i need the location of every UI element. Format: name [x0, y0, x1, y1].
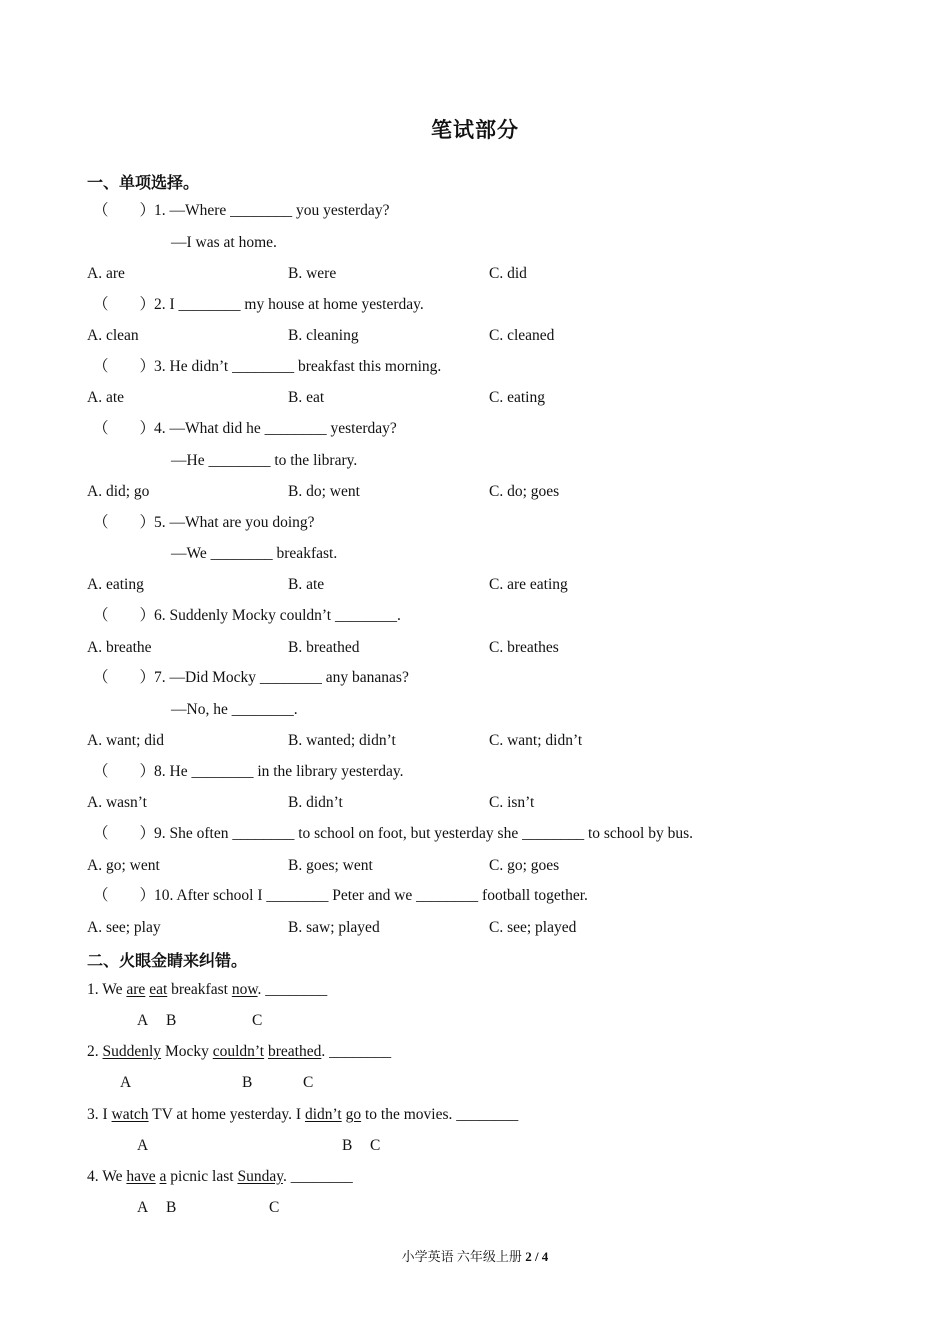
underlined-word-c: breathed [267, 1043, 322, 1060]
sentence-text: We [102, 1168, 127, 1185]
label-c: C [269, 1199, 280, 1216]
option-b: B. eat [288, 389, 325, 406]
option-c: C. breathes [489, 639, 559, 656]
page-footer [0, 1246, 950, 1265]
option-a: A. did; go [87, 483, 150, 500]
question-text: 2. I ________ my house at home yesterday. [154, 296, 424, 313]
question-text: 5. —What are you doing? [154, 514, 315, 531]
sentence-text: Mocky [161, 1043, 213, 1060]
option-a: A. breathe [87, 639, 152, 656]
item-number: 2. [87, 1043, 103, 1060]
section-heading-error-correction: 二、火眼金睛来纠错。 [87, 951, 248, 970]
label-b: B [166, 1199, 177, 1216]
correction-sentence [87, 1105, 518, 1125]
underlined-word-a: are [126, 981, 146, 998]
sentence-text: breakfast [167, 981, 232, 998]
option-b: B. ate [288, 576, 325, 593]
underlined-word-b: a [159, 1168, 167, 1185]
answer-line: —I was at home. [171, 234, 277, 251]
item-number: 1. [87, 981, 103, 998]
page-number: 2 / 4 [525, 1249, 549, 1264]
option-b: B. breathed [288, 639, 360, 656]
label-a: A [137, 1137, 149, 1154]
question-text: 8. He ________ in the library yesterday. [154, 763, 404, 780]
section-heading-single-choice: 一、单项选择。 [87, 173, 200, 192]
underlined-word-b: didn’t [304, 1106, 342, 1123]
option-a: A. wasn’t [87, 794, 147, 811]
option-b: B. didn’t [288, 794, 343, 811]
option-c: C. eating [489, 389, 545, 406]
label-b: B [342, 1137, 353, 1154]
answer-bracket: （ ） [93, 669, 156, 686]
answer-bracket: （ ） [93, 420, 156, 437]
label-a: A [120, 1074, 132, 1091]
footer-course: 小学英语 六年级上册 [401, 1249, 526, 1264]
answer-bracket: （ ） [93, 607, 156, 624]
underlined-word-c: Sunday [237, 1168, 283, 1185]
option-c: C. go; goes [489, 857, 560, 874]
answer-bracket: （ ） [93, 887, 156, 904]
answer-line: —He ________ to the library. [171, 452, 358, 469]
question-text: 9. She often ________ to school on foot, but yesterday she ________ to school by bus. [154, 825, 694, 842]
label-b: B [166, 1012, 177, 1029]
answer-bracket: （ ） [93, 358, 156, 375]
option-b: B. were [288, 265, 337, 282]
option-a: A. want; did [87, 732, 165, 749]
sentence-text: . ________ [282, 1168, 353, 1185]
label-b: B [242, 1074, 253, 1091]
label-a: A [137, 1012, 149, 1029]
option-a: A. clean [87, 327, 139, 344]
label-c: C [303, 1074, 314, 1091]
option-a: A. go; went [87, 857, 160, 874]
question-text: 4. —What did he ________ yesterday? [154, 420, 397, 437]
underlined-word-a: have [126, 1168, 156, 1185]
sentence-text: . ________ [257, 981, 328, 998]
sentence-text: We [102, 981, 127, 998]
label-c: C [252, 1012, 263, 1029]
question-text: 3. He didn’t ________ breakfast this morning. [154, 358, 442, 375]
option-c: C. see; played [489, 919, 577, 936]
option-b: B. goes; went [288, 857, 373, 874]
sentence-text: picnic last [166, 1168, 238, 1185]
sentence-text: . ________ [321, 1043, 392, 1060]
answer-line: —We ________ breakfast. [171, 545, 338, 562]
sentence-text: TV at home yesterday. I [148, 1106, 305, 1123]
option-c: C. do; goes [489, 483, 560, 500]
underlined-word-b: eat [149, 981, 168, 998]
option-b: B. saw; played [288, 919, 380, 936]
option-b: B. cleaning [288, 327, 359, 344]
correction-sentence [87, 1042, 391, 1062]
answer-bracket: （ ） [93, 763, 156, 780]
question-text: 10. After school I ________ Peter and we ________ football together. [154, 887, 588, 904]
underlined-word-c: now [231, 981, 258, 998]
underlined-word-a: watch [111, 1106, 149, 1123]
label-a: A [137, 1199, 149, 1216]
option-c: C. are eating [489, 576, 568, 593]
underlined-word-b: couldn’t [212, 1043, 265, 1060]
option-b: B. wanted; didn’t [288, 732, 396, 749]
question-text: 1. —Where ________ you yesterday? [154, 202, 390, 219]
question-text: 7. —Did Mocky ________ any bananas? [154, 669, 409, 686]
item-number: 3. [87, 1106, 103, 1123]
answer-line: —No, he ________. [171, 701, 298, 718]
answer-bracket: （ ） [93, 202, 156, 219]
underlined-word-a: Suddenly [102, 1043, 162, 1060]
sentence-text: I [102, 1106, 112, 1123]
answer-bracket: （ ） [93, 825, 156, 842]
option-a: A. are [87, 265, 125, 282]
page-title: 笔试部分 [431, 118, 519, 142]
label-c: C [370, 1137, 381, 1154]
answer-bracket: （ ） [93, 296, 156, 313]
question-text: 6. Suddenly Mocky couldn’t ________. [154, 607, 401, 624]
underlined-word-c: go [345, 1106, 362, 1123]
option-c: C. want; didn’t [489, 732, 583, 749]
option-c: C. did [489, 265, 527, 282]
correction-sentence [87, 980, 327, 1000]
item-number: 4. [87, 1168, 103, 1185]
option-c: C. isn’t [489, 794, 535, 811]
option-a: A. see; play [87, 919, 161, 936]
answer-bracket: （ ） [93, 514, 156, 531]
correction-sentence [87, 1167, 353, 1187]
option-a: A. ate [87, 389, 125, 406]
sentence-text: to the movies. ________ [361, 1106, 519, 1123]
option-c: C. cleaned [489, 327, 555, 344]
option-b: B. do; went [288, 483, 360, 500]
option-a: A. eating [87, 576, 144, 593]
